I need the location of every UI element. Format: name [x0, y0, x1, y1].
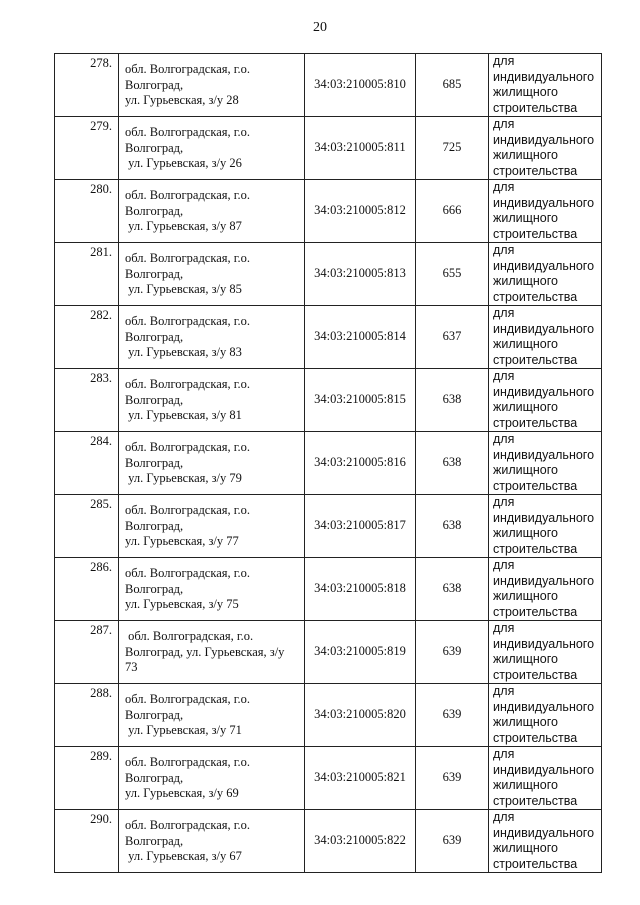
- row-number: 290.: [55, 810, 119, 873]
- plot-area: 638: [416, 558, 489, 621]
- table-row: [55, 54, 602, 117]
- address-line: Волгоград,: [125, 770, 184, 785]
- address-line: Волгоград,: [125, 518, 184, 533]
- land-use-line: жилищного: [493, 463, 558, 477]
- address-line: ул. Гурьевская, з/у 79: [125, 471, 242, 485]
- land-use-line: строительства: [493, 730, 578, 745]
- cadastral-number: 34:03:210005:816: [305, 432, 416, 495]
- row-number: 286.: [55, 558, 119, 621]
- address-line: ул. Гурьевская, з/у 67: [125, 849, 242, 863]
- plot-area: 725: [416, 117, 489, 180]
- address-cell: [119, 243, 305, 306]
- land-use-line: жилищного: [493, 841, 558, 855]
- land-use-cell: [489, 369, 602, 432]
- row-number: 289.: [55, 747, 119, 810]
- cadastral-number: 34:03:210005:813: [305, 243, 416, 306]
- land-use-line: строительства: [493, 352, 578, 367]
- land-use-line: жилищного: [493, 85, 558, 99]
- plot-area: 638: [416, 369, 489, 432]
- address-cell: [119, 495, 305, 558]
- address-line: обл. Волгоградская, г.о.: [125, 125, 250, 139]
- table-row: [55, 432, 602, 495]
- land-use-line: строительства: [493, 793, 578, 808]
- land-use-line: жилищного: [493, 337, 558, 351]
- land-use-line: для: [493, 684, 515, 698]
- address-cell: [119, 117, 305, 180]
- address-line: Волгоград,: [125, 77, 184, 92]
- cadastral-number: 34:03:210005:817: [305, 495, 416, 558]
- land-use-line: индивидуального: [493, 573, 595, 588]
- land-use-line: строительства: [493, 478, 578, 493]
- address-line: Волгоград,: [125, 392, 184, 407]
- land-use-line: строительства: [493, 163, 578, 178]
- row-number: 280.: [55, 180, 119, 243]
- cadastral-number: 34:03:210005:810: [305, 54, 416, 117]
- plot-area: 639: [416, 747, 489, 810]
- row-number: 282.: [55, 306, 119, 369]
- address-line: Волгоград,: [125, 581, 184, 596]
- address-cell: [119, 54, 305, 117]
- row-number: 278.: [55, 54, 119, 117]
- address-line: Волгоград,: [125, 833, 184, 848]
- address-cell: [119, 558, 305, 621]
- address-cell: [119, 747, 305, 810]
- land-use-line: индивидуального: [493, 258, 595, 273]
- land-use-line: для: [493, 621, 515, 635]
- land-use-line: индивидуального: [493, 69, 595, 84]
- row-number: 287.: [55, 621, 119, 684]
- land-use-line: индивидуального: [493, 384, 595, 399]
- address-line: ул. Гурьевская, з/у 81: [125, 408, 242, 422]
- land-use-line: индивидуального: [493, 510, 595, 525]
- land-use-line: для: [493, 306, 515, 320]
- address-line: обл. Волгоградская, г.о.: [125, 503, 250, 517]
- address-line: ул. Гурьевская, з/у 87: [125, 219, 242, 233]
- land-use-line: строительства: [493, 226, 578, 241]
- land-use-line: жилищного: [493, 778, 558, 792]
- land-use-cell: [489, 432, 602, 495]
- land-use-line: строительства: [493, 100, 578, 115]
- table-row: [55, 684, 602, 747]
- address-line: обл. Волгоградская, г.о.: [125, 440, 250, 454]
- cadastral-number: 34:03:210005:821: [305, 747, 416, 810]
- land-use-line: для: [493, 432, 515, 446]
- cadastral-number: 34:03:210005:822: [305, 810, 416, 873]
- row-number: 284.: [55, 432, 119, 495]
- land-use-line: для: [493, 810, 515, 824]
- land-use-line: строительства: [493, 541, 578, 556]
- land-use-line: индивидуального: [493, 132, 595, 147]
- plot-area: 655: [416, 243, 489, 306]
- plot-area: 666: [416, 180, 489, 243]
- address-cell: [119, 369, 305, 432]
- address-line: обл. Волгоградская, г.о.: [125, 755, 250, 769]
- address-cell: [119, 810, 305, 873]
- land-use-line: жилищного: [493, 148, 558, 162]
- land-plots-table: [54, 53, 602, 873]
- land-use-line: для: [493, 558, 515, 572]
- plot-area: 638: [416, 495, 489, 558]
- plot-area: 637: [416, 306, 489, 369]
- land-use-cell: [489, 495, 602, 558]
- address-line: обл. Волгоградская, г.о.: [125, 377, 250, 391]
- plot-area: 639: [416, 621, 489, 684]
- land-use-line: индивидуального: [493, 699, 595, 714]
- address-line: обл. Волгоградская, г.о.: [125, 818, 250, 832]
- address-cell: [119, 432, 305, 495]
- land-use-line: индивидуального: [493, 195, 595, 210]
- address-cell: [119, 684, 305, 747]
- table-row: [55, 747, 602, 810]
- page-number: 20: [313, 20, 327, 35]
- address-line: обл. Волгоградская, г.о.: [125, 629, 254, 643]
- address-line: Волгоград,: [125, 140, 184, 155]
- land-use-cell: [489, 558, 602, 621]
- address-line: ул. Гурьевская, з/у 77: [125, 534, 239, 548]
- land-use-line: строительства: [493, 289, 578, 304]
- address-line: обл. Волгоградская, г.о.: [125, 188, 250, 202]
- table-row: [55, 243, 602, 306]
- address-line: Волгоград,: [125, 203, 184, 218]
- table-row: [55, 117, 602, 180]
- land-use-cell: [489, 180, 602, 243]
- land-use-line: индивидуального: [493, 447, 595, 462]
- cadastral-number: 34:03:210005:820: [305, 684, 416, 747]
- address-line: Волгоград,: [125, 266, 184, 281]
- land-use-line: жилищного: [493, 526, 558, 540]
- land-use-cell: [489, 810, 602, 873]
- cadastral-number: 34:03:210005:811: [305, 117, 416, 180]
- land-use-line: жилищного: [493, 400, 558, 414]
- row-number: 283.: [55, 369, 119, 432]
- land-use-line: для: [493, 180, 515, 194]
- land-use-cell: [489, 747, 602, 810]
- cadastral-number: 34:03:210005:814: [305, 306, 416, 369]
- land-use-line: строительства: [493, 604, 578, 619]
- cadastral-number: 34:03:210005:812: [305, 180, 416, 243]
- address-line: ул. Гурьевская, з/у 26: [125, 156, 242, 170]
- address-line: ул. Гурьевская, з/у 71: [125, 723, 242, 737]
- cadastral-number: 34:03:210005:818: [305, 558, 416, 621]
- row-number: 288.: [55, 684, 119, 747]
- address-line: обл. Волгоградская, г.о.: [125, 62, 250, 76]
- land-use-line: строительства: [493, 415, 578, 430]
- land-use-line: индивидуального: [493, 321, 595, 336]
- row-number: 281.: [55, 243, 119, 306]
- land-use-cell: [489, 243, 602, 306]
- plot-area: 638: [416, 432, 489, 495]
- land-use-line: жилищного: [493, 715, 558, 729]
- land-use-line: жилищного: [493, 274, 558, 288]
- table-row: [55, 810, 602, 873]
- row-number: 285.: [55, 495, 119, 558]
- plot-area: 639: [416, 684, 489, 747]
- land-use-line: для: [493, 369, 515, 383]
- address-cell: [119, 306, 305, 369]
- address-line: Волгоград,: [125, 455, 184, 470]
- land-use-cell: [489, 306, 602, 369]
- land-use-line: строительства: [493, 667, 578, 682]
- table-row: [55, 558, 602, 621]
- land-use-line: жилищного: [493, 652, 558, 666]
- address-line: ул. Гурьевская, з/у 28: [125, 93, 239, 107]
- address-line: Волгоград, ул. Гурьевская, з/у: [125, 644, 285, 659]
- land-use-line: индивидуального: [493, 636, 595, 651]
- land-use-line: индивидуального: [493, 762, 595, 777]
- land-use-line: для: [493, 54, 515, 68]
- table-row: [55, 369, 602, 432]
- land-use-cell: [489, 684, 602, 747]
- land-use-line: для: [493, 117, 515, 131]
- address-line: обл. Волгоградская, г.о.: [125, 566, 250, 580]
- plot-area: 639: [416, 810, 489, 873]
- plot-area: 685: [416, 54, 489, 117]
- land-use-cell: [489, 54, 602, 117]
- land-use-line: для: [493, 243, 515, 257]
- land-use-line: строительства: [493, 856, 578, 871]
- land-use-line: индивидуального: [493, 825, 595, 840]
- address-line: ул. Гурьевская, з/у 83: [125, 345, 242, 359]
- land-use-line: жилищного: [493, 589, 558, 603]
- cadastral-number: 34:03:210005:819: [305, 621, 416, 684]
- table-row: [55, 306, 602, 369]
- land-use-line: для: [493, 495, 515, 509]
- address-cell: [119, 180, 305, 243]
- row-number: 279.: [55, 117, 119, 180]
- address-line: Волгоград,: [125, 707, 184, 722]
- cadastral-number: 34:03:210005:815: [305, 369, 416, 432]
- address-cell: [119, 621, 305, 684]
- table-row: [55, 495, 602, 558]
- address-line: обл. Волгоградская, г.о.: [125, 692, 250, 706]
- address-line: ул. Гурьевская, з/у 75: [125, 597, 239, 611]
- table-row: [55, 621, 602, 684]
- land-use-line: жилищного: [493, 211, 558, 225]
- address-line: ул. Гурьевская, з/у 85: [125, 282, 242, 296]
- address-line: 73: [125, 660, 138, 674]
- land-use-cell: [489, 117, 602, 180]
- address-line: ул. Гурьевская, з/у 69: [125, 786, 239, 800]
- land-use-line: для: [493, 747, 515, 761]
- address-line: обл. Волгоградская, г.о.: [125, 314, 250, 328]
- land-use-cell: [489, 621, 602, 684]
- address-line: Волгоград,: [125, 329, 184, 344]
- table-row: [55, 180, 602, 243]
- address-line: обл. Волгоградская, г.о.: [125, 251, 250, 265]
